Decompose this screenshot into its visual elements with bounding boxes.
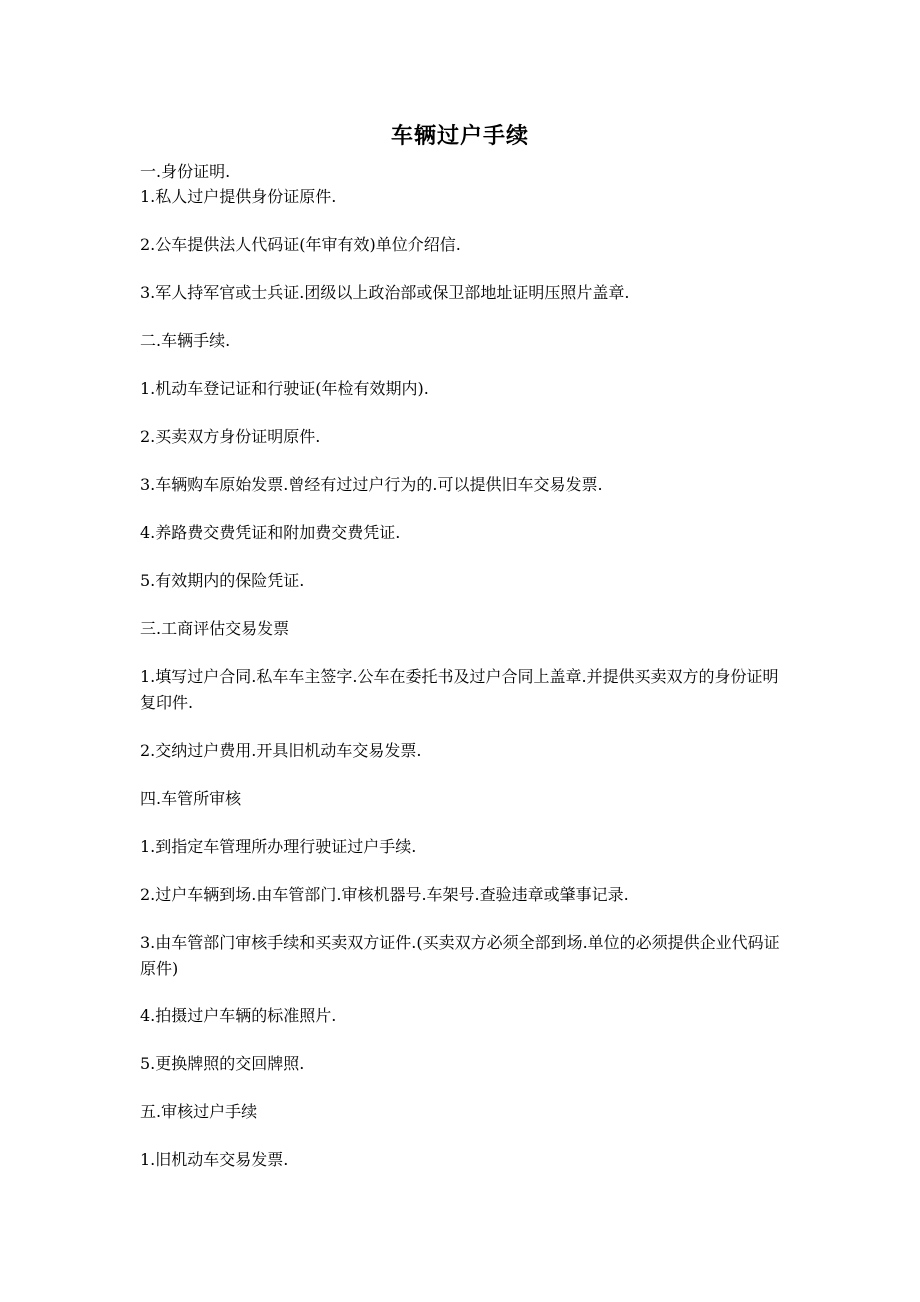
list-item: 1.私人过户提供身份证原件. <box>140 187 337 206</box>
section-heading-business: 三.工商评估交易发票 <box>140 619 290 638</box>
list-item: 1.到指定车管理所办理行驶证过户手续. <box>140 837 417 856</box>
section-heading-vehicle: 二.车辆手续. <box>140 331 231 350</box>
list-item: 1.旧机动车交易发票. <box>140 1150 289 1169</box>
page-title: 车辆过户手续 <box>390 124 529 149</box>
list-item: 2.过户车辆到场.由车管部门.审核机器号.车架号.查验违章或肇事记录. <box>140 885 629 904</box>
list-item: 5.更换牌照的交回牌照. <box>140 1054 305 1073</box>
list-item: 4.养路费交费凭证和附加费交费凭证. <box>140 523 401 542</box>
section-heading-dmv-review: 四.车管所审核 <box>140 789 242 808</box>
list-item: 3.由车管部门审核手续和买卖双方证件.(买卖双方必须全部到场.单位的必须提供企业代码证原件) <box>140 933 780 978</box>
list-item: 4.拍摄过户车辆的标准照片. <box>140 1006 337 1025</box>
list-item: 2.买卖双方身份证明原件. <box>140 427 321 446</box>
list-item: 3.车辆购车原始发票.曾经有过过户行为的.可以提供旧车交易发票. <box>140 475 603 494</box>
list-item: 1.机动车登记证和行驶证(年检有效期内). <box>140 379 429 398</box>
list-item: 3.军人持军官或士兵证.团级以上政治部或保卫部地址证明压照片盖章. <box>140 283 630 302</box>
section-heading-transfer-review: 五.审核过户手续 <box>140 1102 258 1121</box>
list-item: 2.公车提供法人代码证(年审有效)单位介绍信. <box>140 235 461 254</box>
list-item: 5.有效期内的保险凭证. <box>140 571 305 590</box>
section-heading-identity: 一.身份证明. <box>140 162 231 181</box>
list-item: 1.填写过户合同.私车车主签字.公车在委托书及过户合同上盖章.并提供买卖双方的身份证明复印件. <box>140 667 779 712</box>
list-item: 2.交纳过户费用.开具旧机动车交易发票. <box>140 741 422 760</box>
